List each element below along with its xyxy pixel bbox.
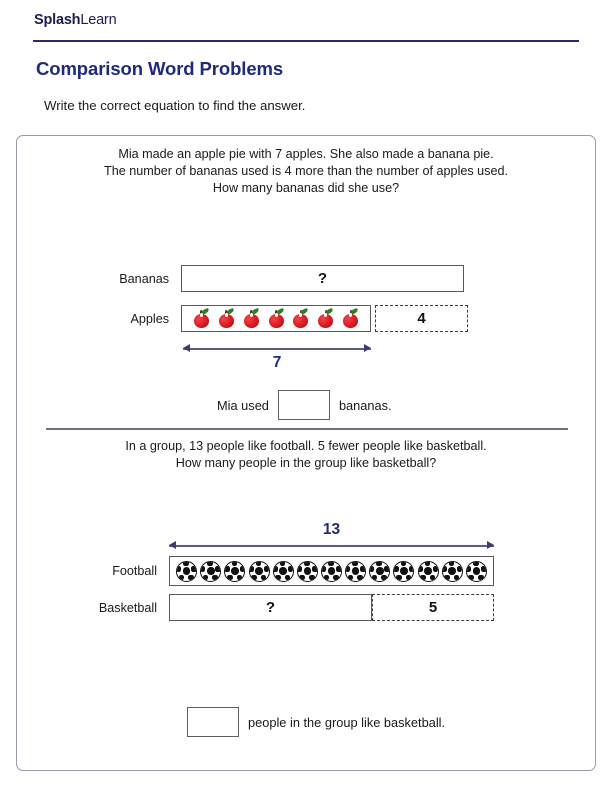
apple-icon [243,309,260,328]
soccer-ball-icon [200,561,221,582]
problem-1-answer-line [217,390,392,420]
arrow-head-left-icon [183,344,190,352]
soccer-ball-icon [369,561,390,582]
page-instruction: Write the correct equation to find the answer. [44,98,306,113]
soccer-ball-icon [393,561,414,582]
apple-icon [342,309,359,328]
apple-icon [292,309,309,328]
football-counter-bar [169,556,494,586]
soccer-ball-icon [345,561,366,582]
apple-icon [317,309,334,328]
arrow-line [169,545,494,547]
problem-1-measure-arrow [183,343,371,371]
problem-1-question-line-3: How many bananas did she use? [212,181,400,195]
soccer-ball-icon [297,561,318,582]
apple-icon [218,309,235,328]
basketball-difference-bar[interactable] [372,594,494,621]
apple-icon [268,309,285,328]
problem-1 [17,136,595,413]
problem-2-answer-box[interactable] [187,707,239,737]
problem-2-question-line-1: In a group, 13 people like football. 5 fewer people like basketball. [125,439,487,453]
problem-1-row-bananas [95,265,464,292]
soccer-ball-icon [176,561,197,582]
problem-2 [17,430,595,730]
problem-2-question-line-2: How many people in the group like basketball? [175,456,437,470]
basketball-bar-value: ? [265,599,276,616]
problem-1-question-line-2: The number of bananas used is 4 more than the number of apples used. [104,164,508,178]
basketball-difference-value: 5 [428,599,438,616]
apples-difference-value: 4 [417,310,426,327]
header-rule [33,40,579,42]
apples-counter-bar [181,305,371,332]
problem-1-question [17,146,595,197]
soccer-ball-icon [466,561,487,582]
problem-1-answer-prefix: Mia used [217,397,269,413]
apple-counter-group [182,306,370,331]
problem-2-question [17,438,595,472]
problem-1-question-line-1: Mia made an apple pie with 7 apples. She also made a banana pie. [118,147,494,161]
problem-2-row-basketball [63,594,494,621]
splashlearn-logo [34,12,116,28]
row-label-football: Football [112,564,157,578]
page-title: Comparison Word Problems [36,58,284,79]
soccer-ball-icon [442,561,463,582]
arrow-line [183,348,371,350]
soccer-ball-icon [273,561,294,582]
problem-2-measure-arrow [169,521,494,550]
bananas-bar-value: ? [317,270,328,287]
arrow-head-left-icon [169,541,176,549]
problem-2-answer-suffix: people in the group like basketball. [248,714,446,730]
basketball-unknown-bar[interactable] [169,594,372,621]
soccer-ball-counter-group [170,557,493,585]
worksheet-content-card [16,135,596,771]
soccer-ball-icon [224,561,245,582]
logo-text-splash: Splash [34,12,81,28]
bananas-unknown-bar[interactable] [181,265,464,292]
problem-2-answer-line [187,707,445,737]
problem-1-answer-box[interactable] [278,390,330,420]
logo-text-learn: Learn [80,12,117,28]
apple-icon [193,309,210,328]
row-label-bananas: Bananas [119,271,169,286]
soccer-ball-icon [321,561,342,582]
soccer-ball-icon [418,561,439,582]
row-label-basketball: Basketball [98,600,157,615]
problem-1-row-apples [95,305,468,332]
arrow-head-right-icon [487,541,494,549]
problem-1-arrow-label: 7 [272,354,282,371]
apples-difference-bar[interactable] [375,305,468,332]
soccer-ball-icon [249,561,270,582]
problem-2-arrow-label: 13 [322,521,341,538]
problem-2-row-football [63,556,494,586]
row-label-apples: Apples [130,311,169,326]
arrow-head-right-icon [364,344,371,352]
problem-1-answer-suffix: bananas. [338,397,392,413]
